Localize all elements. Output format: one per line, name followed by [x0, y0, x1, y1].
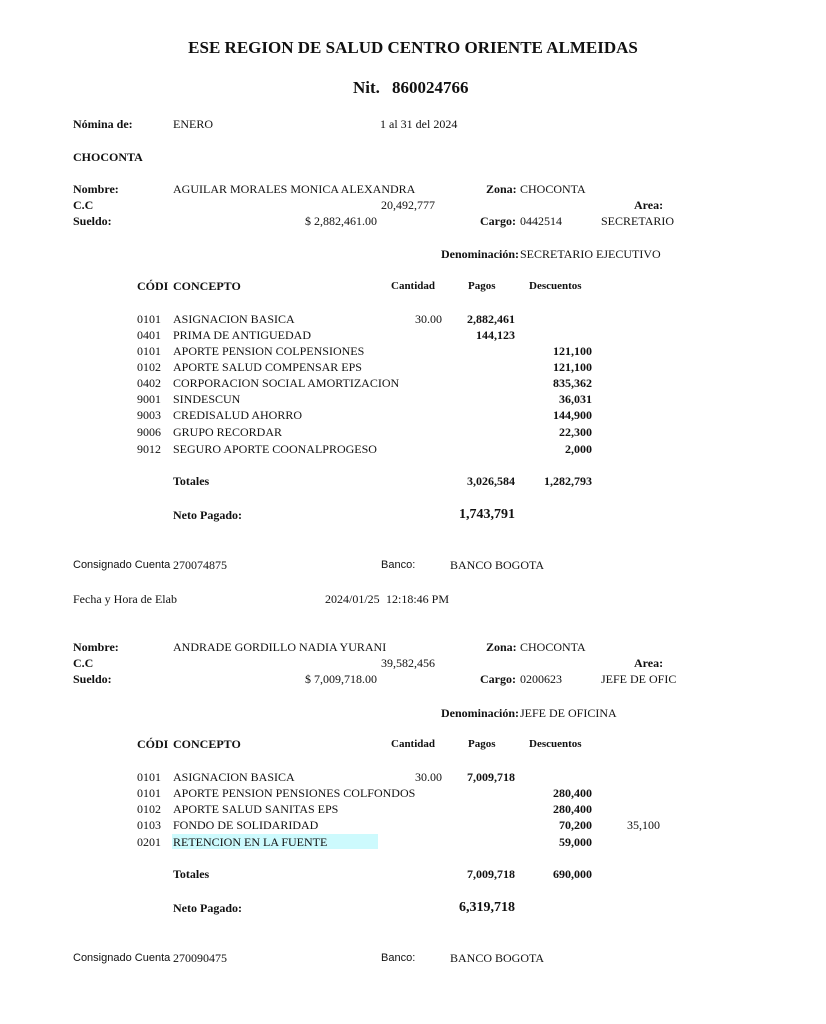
row-code: 0201 — [137, 835, 161, 849]
employee-sueldo: $ 2,882,461.00 — [305, 214, 377, 228]
payroll-period: 1 al 31 del 2024 — [380, 117, 458, 131]
row-descuentos: 70,200 — [559, 818, 592, 832]
row-concept: CREDISALUD AHORRO — [173, 408, 303, 422]
employee-cargo-code: 0200623 — [520, 672, 562, 686]
label-zona: Zona: — [486, 182, 517, 196]
label-zona: Zona: — [486, 640, 517, 654]
row-code: 0402 — [137, 376, 161, 390]
label-consignado-cuenta: Consignado Cuenta — [73, 559, 171, 571]
row-descuentos: 280,400 — [553, 802, 592, 816]
employee-denominacion: JEFE DE OFICINA — [520, 706, 617, 720]
employee-cargo-code: 0442514 — [520, 214, 562, 228]
label-denominacion: Denominación: — [441, 706, 519, 720]
col-header-pagos: Pagos — [468, 280, 496, 292]
row-code: 0101 — [137, 312, 161, 326]
document-title: ESE REGION DE SALUD CENTRO ORIENTE ALMEIDAS — [188, 38, 638, 57]
col-header-cantidad: Cantidad — [391, 280, 436, 292]
employee-cargo-text: JEFE DE OFIC — [601, 672, 677, 686]
banco-value: BANCO BOGOTA — [450, 951, 545, 965]
row-code: 9012 — [137, 442, 161, 456]
row-code: 9001 — [137, 392, 161, 406]
row-concept: ASIGNACION BASICA — [173, 312, 295, 326]
label-denominacion: Denominación: — [441, 247, 519, 261]
fecha-elab-value: 2024/01/25 — [325, 592, 380, 606]
row-descuentos: 2,000 — [565, 442, 592, 456]
row-pagos: 7,009,718 — [467, 770, 515, 784]
label-nombre: Nombre: — [73, 640, 119, 654]
row-concept: ASIGNACION BASICA — [173, 770, 295, 784]
col-header-codigo: CÓDI — [137, 737, 169, 751]
totales-pagos: 3,026,584 — [467, 474, 515, 488]
label-area: Area: — [634, 198, 664, 212]
row-code: 0102 — [137, 802, 161, 816]
payroll-label: Nómina de: — [73, 117, 133, 131]
banco-value: BANCO BOGOTA — [450, 558, 545, 572]
row-cantidad: 30.00 — [415, 770, 442, 784]
row-cantidad: 30.00 — [415, 312, 442, 326]
row-code: 0103 — [137, 818, 161, 832]
col-header-pagos: Pagos — [468, 738, 496, 750]
employee-cc: 20,492,777 — [381, 198, 435, 212]
row-descuentos: 835,362 — [553, 376, 592, 390]
col-header-cantidad: Cantidad — [391, 738, 436, 750]
label-consignado-cuenta: Consignado Cuenta — [73, 952, 171, 964]
cuenta-value: 270074875 — [173, 558, 227, 572]
totales-descuentos: 690,000 — [553, 867, 592, 881]
side-note-value: 35,100 — [627, 818, 660, 832]
label-cargo: Cargo: — [480, 672, 516, 686]
col-header-concepto: CONCEPTO — [173, 279, 241, 293]
row-concept: GRUPO RECORDAR — [173, 425, 283, 439]
nit-value: 860024766 — [392, 78, 469, 97]
employee-name: ANDRADE GORDILLO NADIA YURANI — [173, 640, 387, 654]
row-code: 9006 — [137, 425, 161, 439]
label-sueldo: Sueldo: — [73, 672, 112, 686]
neto-pagado-value: 1,743,791 — [459, 507, 515, 522]
label-cc: C.C — [73, 656, 94, 670]
row-concept: APORTE SALUD SANITAS EPS — [173, 802, 339, 816]
row-concept: PRIMA DE ANTIGUEDAD — [173, 328, 311, 342]
totales-pagos: 7,009,718 — [467, 867, 515, 881]
col-header-concepto: CONCEPTO — [173, 737, 241, 751]
row-code: 0101 — [137, 770, 161, 784]
employee-denominacion: SECRETARIO EJECUTIVO — [520, 247, 661, 261]
totales-descuentos: 1,282,793 — [544, 474, 592, 488]
label-area: Area: — [634, 656, 664, 670]
label-sueldo: Sueldo: — [73, 214, 112, 228]
label-totales: Totales — [173, 867, 210, 881]
neto-pagado-value: 6,319,718 — [459, 900, 515, 915]
row-concept: FONDO DE SOLIDARIDAD — [173, 818, 319, 832]
label-cc: C.C — [73, 198, 94, 212]
row-code: 0401 — [137, 328, 161, 342]
row-descuentos: 121,100 — [553, 360, 592, 374]
col-header-descuentos: Descuentos — [529, 738, 582, 750]
row-concept: CORPORACION SOCIAL AMORTIZACION — [173, 376, 400, 390]
row-descuentos: 280,400 — [553, 786, 592, 800]
employee-zona: CHOCONTA — [520, 640, 586, 654]
row-descuentos: 121,100 — [553, 344, 592, 358]
label-banco: Banco: — [381, 952, 416, 964]
employee-cargo-text: SECRETARIO — [601, 214, 675, 228]
row-concept: APORTE SALUD COMPENSAR EPS — [173, 360, 362, 374]
label-banco: Banco: — [381, 559, 416, 571]
municipality: CHOCONTA — [73, 150, 143, 164]
employee-sueldo: $ 7,009,718.00 — [305, 672, 377, 686]
col-header-codigo: CÓDI — [137, 279, 169, 293]
label-neto-pagado: Neto Pagado: — [173, 901, 242, 915]
label-neto-pagado: Neto Pagado: — [173, 508, 242, 522]
row-concept: SEGURO APORTE COONALPROGESO — [173, 442, 377, 456]
payroll-month: ENERO — [173, 117, 213, 131]
nit-label: Nit. — [353, 78, 380, 97]
row-code: 0101 — [137, 344, 161, 358]
label-totales: Totales — [173, 474, 210, 488]
label-cargo: Cargo: — [480, 214, 516, 228]
employee-cc: 39,582,456 — [381, 656, 435, 670]
row-code: 0101 — [137, 786, 161, 800]
row-concept: RETENCION EN LA FUENTE — [173, 835, 328, 849]
row-descuentos: 22,300 — [559, 425, 592, 439]
row-descuentos: 144,900 — [553, 408, 592, 422]
employee-zona: CHOCONTA — [520, 182, 586, 196]
row-pagos: 2,882,461 — [467, 312, 515, 326]
row-code: 0102 — [137, 360, 161, 374]
col-header-descuentos: Descuentos — [529, 280, 582, 292]
hora-elab-value: 12:18:46 PM — [386, 592, 450, 606]
row-concept: APORTE PENSION COLPENSIONES — [173, 344, 365, 358]
label-nombre: Nombre: — [73, 182, 119, 196]
row-concept: SINDESCUN — [173, 392, 241, 406]
row-code: 9003 — [137, 408, 161, 422]
row-descuentos: 36,031 — [559, 392, 592, 406]
row-concept: APORTE PENSION PENSIONES COLFONDOS — [173, 786, 416, 800]
row-descuentos: 59,000 — [559, 835, 592, 849]
employee-name: AGUILAR MORALES MONICA ALEXANDRA — [173, 182, 416, 196]
label-fecha-elab: Fecha y Hora de Elab — [73, 592, 177, 606]
cuenta-value: 270090475 — [173, 951, 227, 965]
row-pagos: 144,123 — [476, 328, 515, 342]
